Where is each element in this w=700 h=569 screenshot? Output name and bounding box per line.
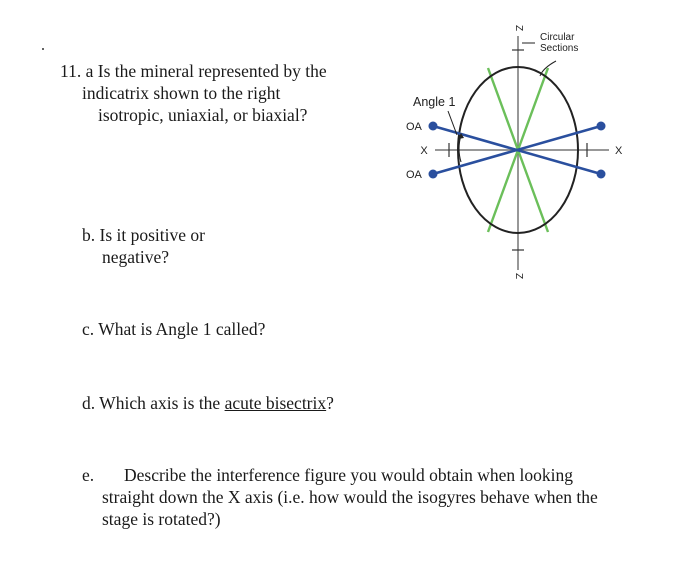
z-top-label: Z	[513, 24, 524, 32]
optic-axis-2-end-right	[597, 122, 606, 131]
circular-sections-label-line1: Circular	[540, 32, 575, 43]
oa-top-label: OA	[406, 121, 422, 133]
question-e	[82, 464, 672, 530]
question-b-line2: negative?	[102, 247, 170, 267]
optic-axis-2-end-left	[429, 170, 438, 179]
biaxial-indicatrix-diagram	[395, 10, 655, 285]
question-e-label: e.	[82, 465, 95, 485]
oa-bottom-label: OA	[406, 169, 422, 181]
x-left-label: X	[420, 145, 428, 157]
question-b	[82, 224, 205, 268]
question-d-prefix: d. Which axis is the	[82, 393, 225, 413]
x-right-label: X	[615, 145, 623, 157]
question-11a	[60, 60, 380, 126]
question-11a-line3: isotropic, uniaxial, or biaxial?	[98, 105, 308, 125]
question-d	[82, 392, 334, 414]
question-b-line1: b. Is it positive or	[82, 225, 205, 245]
question-c: c. What is Angle 1 called?	[82, 319, 266, 339]
angle-1-label: Angle 1	[413, 95, 456, 109]
question-e-line1: Describe the interference figure you would obtain when looking	[124, 465, 574, 485]
circular-sections-label-line2: Sections	[540, 43, 579, 54]
question-11a-line2: indicatrix shown to the right	[82, 83, 281, 103]
optic-axis-1-end-left	[429, 122, 438, 131]
z-bottom-label: Z	[513, 272, 524, 280]
question-d-suffix: ?	[326, 393, 334, 413]
question-e-line3: stage is rotated?)	[102, 509, 221, 529]
question-e-line2: straight down the X axis (i.e. how would the isogyres behave when the	[102, 487, 598, 507]
question-11a-line1: 11. a Is the mineral represented by the	[60, 61, 327, 81]
optic-axis-1-end-right	[597, 170, 606, 179]
acute-bisectrix-term: acute bisectrix	[224, 393, 327, 413]
stray-dot	[42, 48, 44, 50]
